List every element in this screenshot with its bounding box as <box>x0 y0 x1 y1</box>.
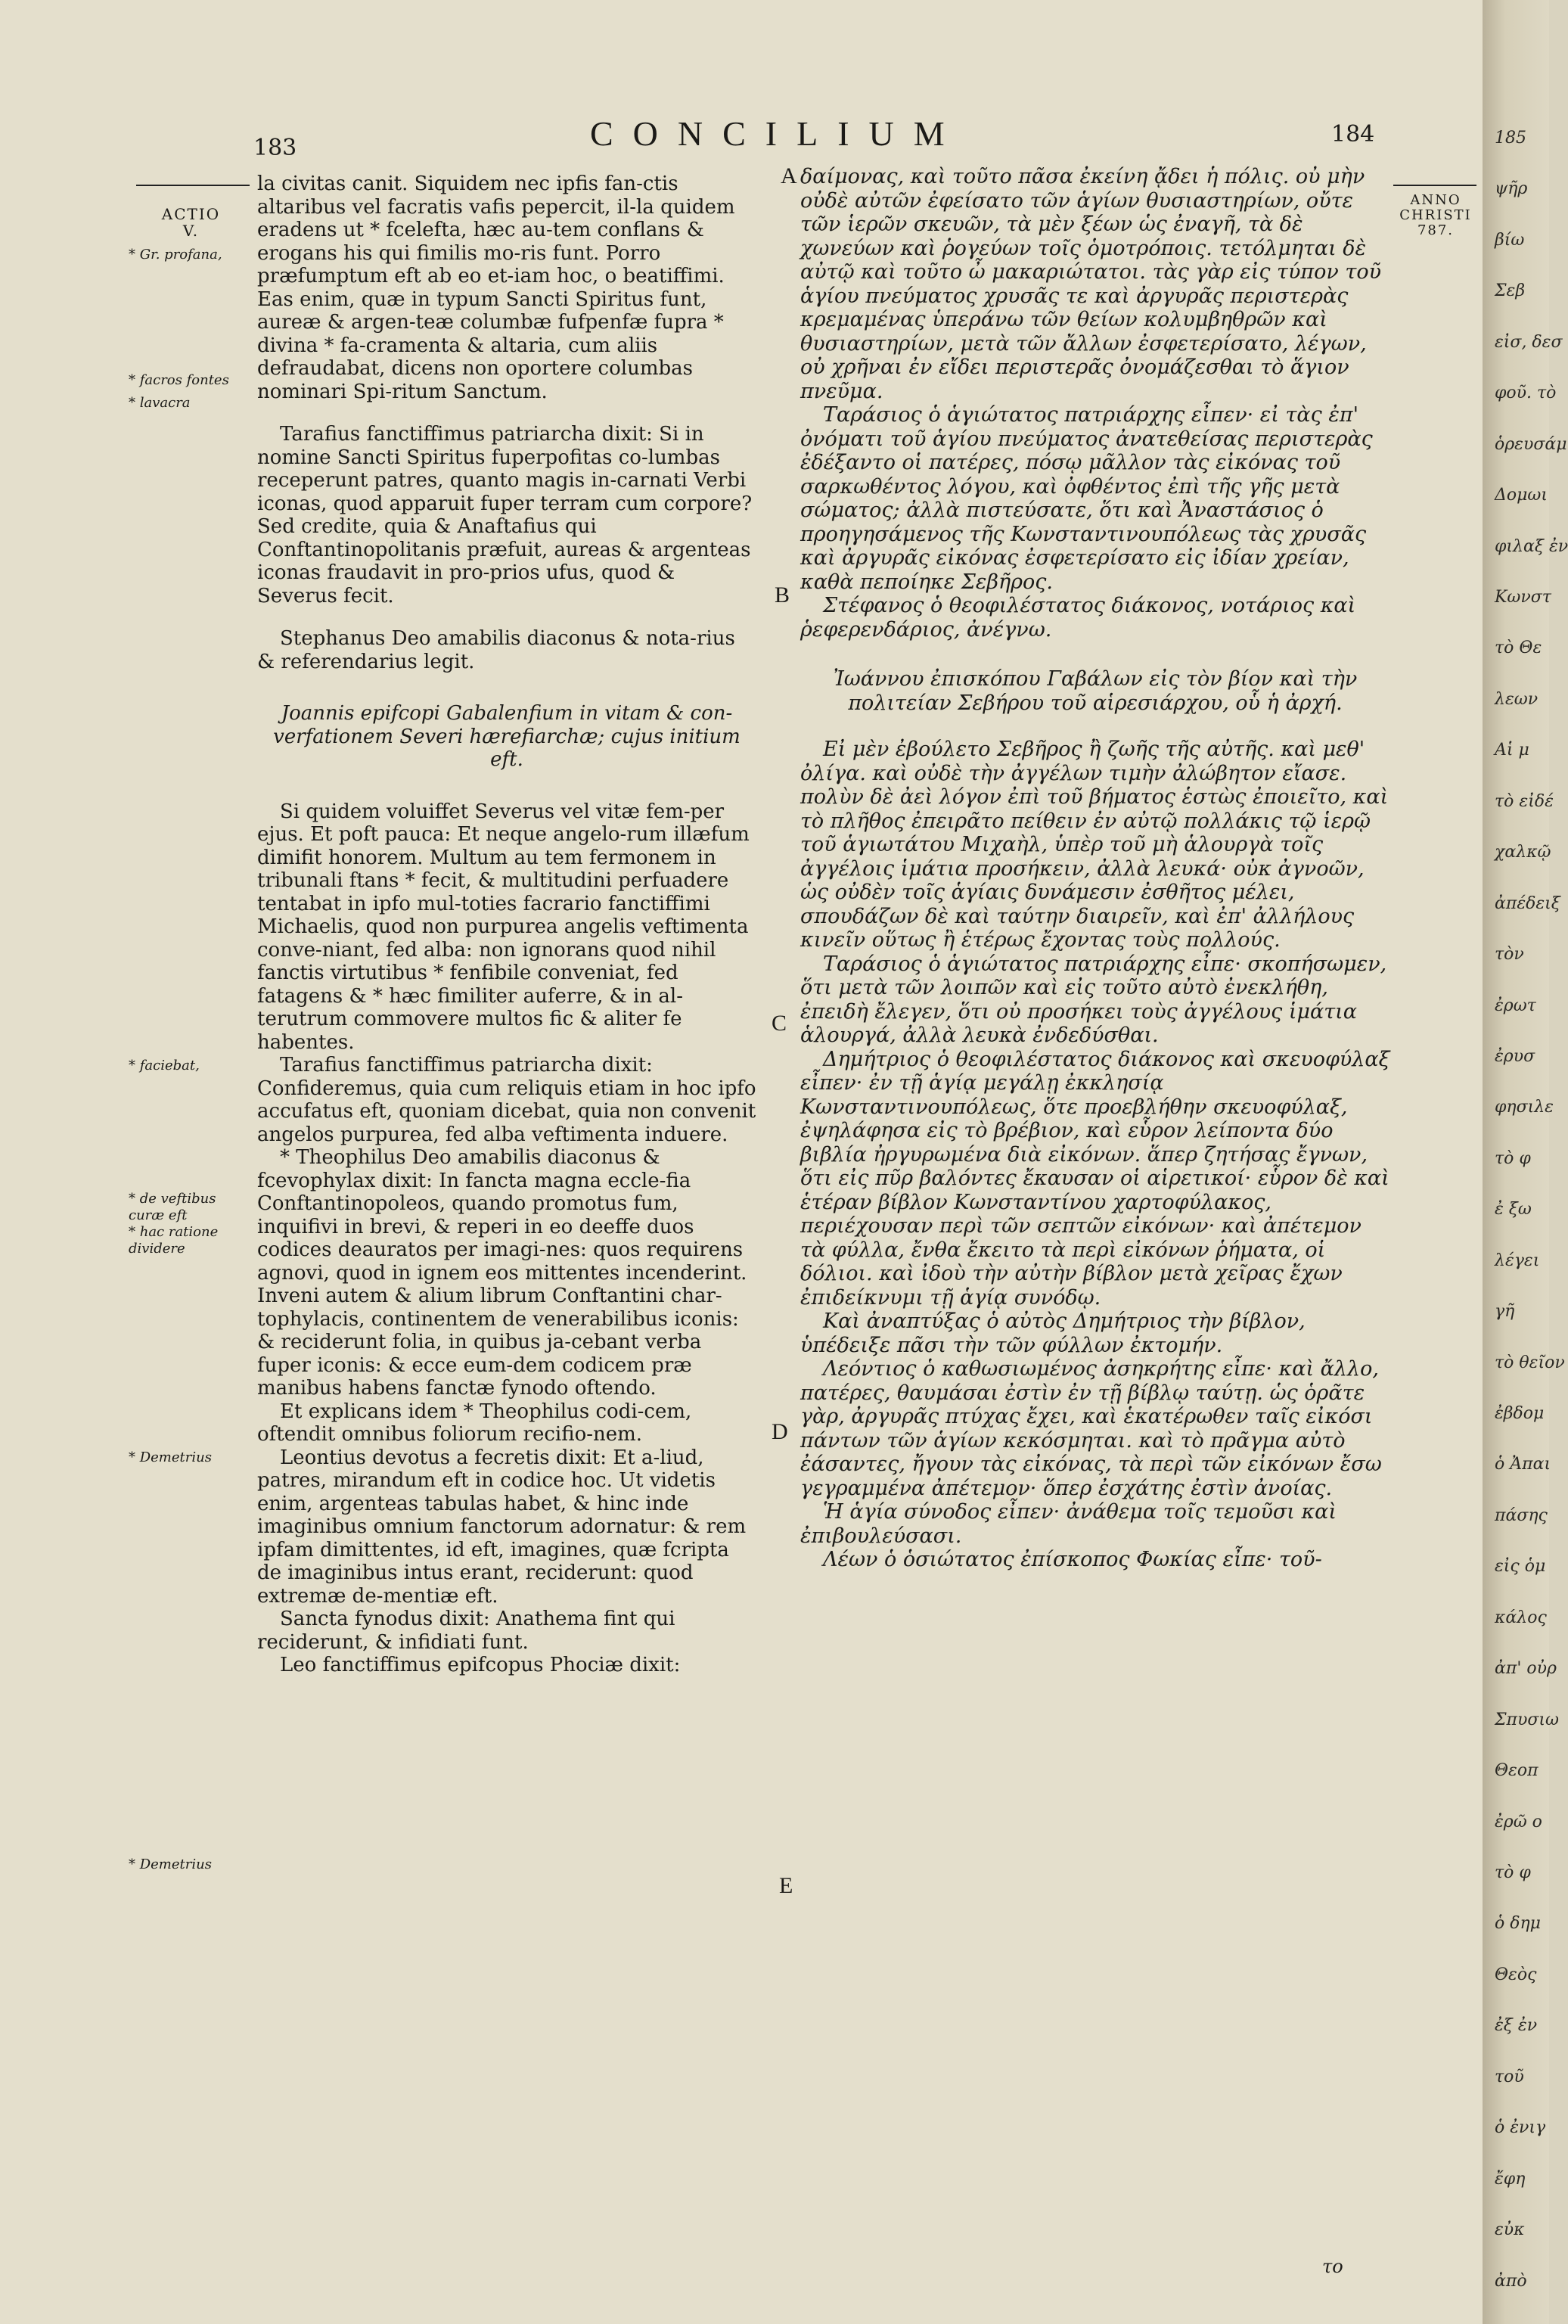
facing-page-fragment: κάλος <box>1495 1608 1547 1627</box>
margin-note: * facros fontes <box>129 372 229 388</box>
left-margin-rule <box>136 185 250 186</box>
latin-paragraph: Leo fanctiffimus epifcopus Phociæ dixit: <box>280 1654 681 1676</box>
running-head <box>0 113 1483 166</box>
facing-page-fragment: Θεοπ <box>1495 1761 1539 1781</box>
facing-page-fragment: ὁ ἐνιγ <box>1495 2118 1546 2138</box>
facing-page-fragment: ὁρευσάμ <box>1495 434 1567 454</box>
latin-paragraph: Et explicans idem * Theophilus codi-cem, oftendit omnibus foliorum recifio-nem. <box>257 1400 692 1446</box>
margin-note: * Demetrius <box>129 1856 212 1872</box>
page-number-right: 184 <box>1331 121 1375 148</box>
facing-page-fragment: ψῆρ <box>1495 179 1528 199</box>
catchword: το <box>1322 2256 1343 2277</box>
greek-paragraph: Δημήτριος ὁ θεοφιλέστατος διάκονος καὶ σκευοφύλαξ εἶπεν· ἐν τῇ ἁγίᾳ μεγάλῃ ἐκκλησίᾳ Κωνσταντινουπόλεως, ὅτε προεβλήθην σκευοφύλαξ, ἐψηλάφησα εἰς τὸ βρέβιον, καὶ εὗρον λείποντα δύο βιβλία ἠργυρωμένα διὰ εἰκόνων. ἅπερ ζητήσας ἔγνων, ὅτι εἰς πῦρ βαλόντες ἔκαυσαν οἱ αἱρετικοί· εὗρον δὲ καὶ ἑτέραν βίβλον Κωνσταντίνου χαρτοφύλακος, περιέχουσαν περὶ τῶν σεπτῶν εἰκόνων· καὶ ἀπέτεμον τὰ φύλλα, ἔνθα ἔκειτο τὰ περὶ εἰκόνων ῥήματα, οἱ δόλιοι. καὶ ἰδοὺ τὴν αὐτὴν βίβλον μετὰ χεῖρας ἔχων ἐπιδείκνυμι τῇ ἁγίᾳ συνόδῳ. <box>800 1047 1390 1310</box>
facing-page-fragment: ἔφη <box>1495 2169 1526 2189</box>
facing-page-fragment: εἰσ, δεσ <box>1495 332 1563 352</box>
facing-page-fragment: Σεβ <box>1495 281 1526 301</box>
anno-christi <box>1398 193 1473 238</box>
greek-paragraph: Λέων ὁ ὁσιώτατος ἐπίσκοπος Φωκίας εἶπε· τοῦ- <box>823 1548 1322 1571</box>
margin-note: * de veftibus curæ eft <box>129 1191 216 1223</box>
facing-page-fragment: ἀπ' οὐρ <box>1495 1659 1557 1679</box>
facing-page-fragment: τὸ εἰδέ <box>1495 791 1554 811</box>
latin-paragraph: Sancta fynodus dixit: Anathema fint qui reciderunt, & infidiati funt. <box>257 1608 675 1654</box>
greek-paragraph: Λεόντιος ὁ καθωσιωμένος ἀσηκρήτης εἶπε· καὶ ἄλλο, πατέρες, θαυμάσαι ἐστὶν ἐν τῇ βίβλῳ ταύτῃ. ὡς ὁρᾶτε γὰρ, ἀργυρᾶς πτύχας ἔχει, καὶ ἑκατέρωθεν ταῖς εἰκόσι πάντων τῶν ἁγίων κεκόσμηται. καὶ τὸ πρᾶγμα αὐτὸ ἐάσαντες, ἤγουν τὰς εἰκόνας, τὰ περὶ τῶν εἰκόνων ἔσω γεγραμμένα ἀπέτεμον· ὅπερ ἐσχάτης ἐστὶν ἀνοίας. <box>800 1357 1382 1500</box>
facing-page-fragment: Αἱ μ <box>1495 741 1529 760</box>
facing-page-fragment: τοῦ <box>1495 2067 1524 2086</box>
facing-page-fragment: τὸ Θε <box>1495 638 1542 658</box>
facing-page-fragment: ἐρυσ <box>1495 1046 1535 1066</box>
section-letter-c: C <box>772 1011 787 1036</box>
facing-page-fragment: ἐβδομ <box>1495 1404 1545 1424</box>
facing-page-fragment: Κωνστ <box>1495 587 1551 607</box>
margin-note: * hac ratione dividere <box>129 1224 219 1257</box>
facing-page-fragment: Δομωι <box>1495 486 1548 505</box>
facing-page-fragment: λεων <box>1495 689 1539 709</box>
facing-page-fragment: ἐρῶ ο <box>1495 1812 1542 1832</box>
latin-paragraph: Stephanus Deo amabilis diaconus & nota-rius & referendarius legit. <box>257 627 735 673</box>
section-letter-a: A <box>781 163 797 188</box>
greek-paragraph: Ταράσιος ὁ ἁγιώτατος πατριάρχης εἶπε· σκοπήσωμεν, ὅτι μετὰ τῶν λοιπῶν καὶ εἰς τοῦτο αὐτὸ ἐνεκλήθη, ἐπειδὴ ἔλεγεν, ὅτι οὐ προσήκει τοὺς ἀγγέλους ἱμάτια ἁλουργά, ἀλλὰ λευκὰ ἐνδεδύσθαι. <box>800 952 1387 1047</box>
actio-number: V. <box>182 222 200 240</box>
section-letter-d: D <box>772 1419 788 1444</box>
margin-note: * Demetrius <box>129 1449 212 1465</box>
facing-page-fragment: ἐξ ἐν <box>1495 2016 1538 2036</box>
facing-page-fragment: τὸ φ <box>1495 1863 1531 1883</box>
section-letter-b: B <box>775 583 790 607</box>
greek-paragraph: Στέφανος ὁ θεοφιλέστατος διάκονος, νοτάριος καὶ ῥεφερενδάριος, ἀνέγνω. <box>800 594 1356 642</box>
greek-paragraph: Εἰ μὲν ἐβούλετο Σεβῆρος ἢ ζωῆς τῆς αὐτῆς. καὶ μεθ' ὀλίγα. καὶ οὐδὲ τὴν ἀγγέλων τιμὴν ἀλώβητον εἴασε. πολὺν δὲ ἀεὶ λόγον ἐπὶ τοῦ βήματος ἑστὼς ἐποιεῖτο, καὶ τὸ πλῆθος ἐπειρᾶτο πείθειν ἐν αὐτῷ πολλάκις τῷ ἱερῷ τοῦ ἁγιωτάτου Μιχαὴλ, ὑπὲρ τοῦ μὴ ἁλουργὰ τοῖς ἀγγέλοις ἱμάτια προσήκειν, ἀλλὰ λευκά· οὐκ ἀγνοῶν, ὡς οὐδὲν τοῖς ἁγίαις δυνάμεσιν ἐσθῆτος μέλει, σπουδάζων δὲ καὶ ταύτην διαιρεῖν, καὶ ἐπ' ἀλλήλους κινεῖν οὕτως ἢ ἑτέρως ἔχοντας τοὺς πολλούς. <box>800 738 1389 952</box>
anno-year: 787. <box>1417 222 1455 238</box>
latin-column <box>257 172 756 1677</box>
actio-text: ACTIO <box>161 205 221 223</box>
greek-paragraph: Ἡ ἁγία σύνοδος εἶπεν· ἀνάθεμα τοῖς τεμοῦσι καὶ ἐπιβουλεύσασι. <box>800 1500 1337 1548</box>
greek-column <box>800 165 1390 1572</box>
facing-page-fragment: ἀπέδειξ <box>1495 893 1560 913</box>
facing-page-fragment: τὸ φ <box>1495 1148 1531 1168</box>
facing-page-fragment: γῆ <box>1495 1302 1515 1322</box>
facing-page-fragment: 185 <box>1495 129 1526 148</box>
facing-page-fragment: λέγει <box>1495 1251 1540 1270</box>
facing-page-fragment: ὁ δημ <box>1495 1914 1541 1934</box>
facing-page-fragment: πάσης <box>1495 1505 1548 1525</box>
margin-note: * lavacra <box>129 395 191 411</box>
facing-page-fragment: φιλαξ ἐν <box>1495 536 1568 556</box>
latin-paragraph: la civitas canit. Siquidem nec ipfis fan-ctis altaribus vel facratis vafis pepercit, il-la quidem eradens ut * fcelefta, hæc au-tem conflans & erogans his qui fimilis mo-ris funt. Porro præfumptum eft ab eo et-iam hoc, o beatiffimi. Eas enim, quæ in typum Sancti Spiritus funt, aureæ & argen-teæ columbæ fufpenfæ fupra * divina * fa-cramenta & altaria, cum aliis defraudabat, dicens non oportere columbas nominari Spi-ritum Sanctum. <box>257 172 735 403</box>
latin-paragraph: Si quidem voluiffet Severus vel vitæ fem-per ejus. Et poft pauca: Et neque angelo-rum illæfum dimifit honorem. Multum au tem fermonem in tribunali ftans * fecit, & multitudini perfuadere tentabat in ipfo mul-toties facrario fanctiffimi Michaelis, quod non purpurea angelis veftimenta conve-niant, fed alba: non ignorans quod nihil fanctis virtutibus * fenfibile conveniat, fed fatagens & * hæc fimiliter auferre, & in al-terutrum commovere multos fic & aliter fe habentes. <box>257 800 750 1054</box>
page-title: CONCILIUM <box>590 114 964 153</box>
facing-page-fragment: ἀπὸ <box>1495 2271 1527 2291</box>
facing-page-edge <box>1483 0 1568 2324</box>
latin-paragraph: Tarafius fanctiffimus patriarcha dixit: Confideremus, quia cum reliquis etiam in hoc ipfo accufatus eft, quoniam dicebat, quia non convenit angelos purpurea, fed alba veftimenta induere. <box>257 1054 756 1146</box>
latin-section-heading: Joannis epifcopi Gabalenfium in vitam & con-verfationem Severi hærefiarchæ; cujus initium eft. <box>273 702 741 771</box>
right-margin-rule <box>1393 185 1476 186</box>
facing-page-fragment: τὸ θεῖον <box>1495 1353 1565 1372</box>
facing-page-fragment: ἐρωτ <box>1495 996 1536 1015</box>
greek-section-heading: Ἰωάννου ἐπισκόπου Γαβάλων εἰς τὸν βίον καὶ τὴν πολιτείαν Σεβήρου τοῦ αἱρεσιάρχου, οὗ ἡ ἀρχή. <box>833 667 1358 715</box>
greek-paragraph: δαίμονας, καὶ τοῦτο πᾶσα ἐκείνη ᾄδει ἡ πόλις. οὐ μὴν οὐδὲ αὐτῶν ἐφείσατο τῶν ἁγίων θυσιαστηρίων, οὔτε τῶν ἱερῶν σκευῶν, τὰ μὲν ξέων ὡς ἐναγῆ, τὰ δὲ χωνεύων καὶ ῥογεύων τοῖς ὁμοτρόποις. τετόλμηται δὲ αὐτῷ καὶ τοῦτο ὦ μακαριώτατοι. τὰς γὰρ εἰς τύπον τοῦ ἁγίου πνεύματος χρυσᾶς τε καὶ ἀργυρᾶς περιστερὰς κρεμαμένας ὑπεράνω τῶν θείων κολυμβηθρῶν καὶ θυσιαστηρίων, μετὰ τῶν ἄλλων ἐσφετερίσατο, λέγων, οὐ χρῆναι ἐν εἴδει περιστερᾶς ὀνομάζεσθαι τὸ ἅγιον πνεῦμα. <box>800 165 1382 403</box>
facing-page-fragment: βίω <box>1495 230 1525 250</box>
facing-page-fragment: Θεὸς <box>1495 1965 1537 1984</box>
facing-page-fragment: ὁ Ἀπαι <box>1495 1455 1551 1474</box>
greek-paragraph: Ταράσιος ὁ ἁγιώτατος πατριάρχης εἶπεν· εἰ τὰς ἐπ' ὀνόματι τοῦ ἁγίου πνεύματος ἀνατεθείσας περιστερὰς ἐδέξαντο οἱ πατέρες, πόσῳ μᾶλλον τὰς εἰκόνας τοῦ σαρκωθέντος λόγου, καὶ ὀφθέντος ἐπὶ τῆς γῆς μετὰ σώματος; ἀλλὰ πιστεύσατε, ὅτι καὶ Ἀναστάσιος ὁ προηγησάμενος τῆς Κωνσταντινουπόλεως τὰς χρυσᾶς καὶ ἀργυρᾶς εἰκόνας ἐσφετερίσατο εἰς ἰδίαν χρείαν, καθὰ πεποίηκε Σεβῆρος. <box>800 403 1373 594</box>
page-number-left: 183 <box>253 135 297 161</box>
actio-label <box>129 206 253 239</box>
facing-page-fragment: φησιλε <box>1495 1098 1554 1117</box>
facing-page-fragment: ἐ ξω <box>1495 1200 1532 1219</box>
margin-note: * faciebat, <box>129 1058 200 1073</box>
facing-page-fragment: τὸν <box>1495 945 1524 965</box>
latin-paragraph: * Theophilus Deo amabilis diaconus & fcevophylax dixit: In fancta magna eccle-fia Conftantinopoleos, quando promotus fum, inquifivi in brevi, & reperi in eo deeffe duos codices deauratos per imagi-nes: quos requirens agnovi, quod in ignem eos mittentes incenderint. Inveni autem & alium librum Conftantini char-tophylacis, continentem de venerabilibus iconis: & reciderunt folia, in quibus ja-cebant verba fuper iconis: & ecce eum-dem codicem præ manibus habens fanctæ fynodo oftendo. <box>257 1146 747 1400</box>
facing-page-fragment: φοῦ. τὸ <box>1495 384 1557 403</box>
margin-note: * Gr. profana, <box>129 247 222 263</box>
facing-page-fragment: χαλκῷ <box>1495 843 1551 862</box>
facing-page-fragment: εὐκ <box>1495 2220 1525 2240</box>
facing-page-fragment: εἰς ὁμ <box>1495 1557 1546 1577</box>
facing-page-fragment: Σπυσιω <box>1495 1710 1559 1729</box>
anno-label: ANNO CHRISTI <box>1399 192 1472 223</box>
latin-paragraph: Tarafius fanctiffimus patriarcha dixit: Si in nomine Sancti Spiritus fuperpofitas co-lumbas receperunt patres, quanto magis in-carnati Verbi iconas, quod apparuit fuper terram cum corpore? Sed credite, quia & Anaftafius qui Conftantinopolitanis præfuit, aureas & argenteas iconas fraudavit in pro-prios ufus, quod & Severus fecit. <box>257 423 753 607</box>
latin-paragraph: Leontius devotus a fecretis dixit: Et a-liud, patres, mirandum eft in codice hoc. Ut videtis enim, argenteas tabulas habet, & hinc inde imaginibus omnium fanctorum adornatur: & rem ipfam dimittentes, id eft, imagines, quæ fcripta de imaginibus intus erant, reciderunt: quod extremæ de-mentiæ eft. <box>257 1446 747 1608</box>
greek-paragraph: Καὶ ἀναπτύξας ὁ αὐτὸς Δημήτριος τὴν βίβλον, ὑπέδειξε πᾶσι τὴν τῶν φύλλων ἐκτομήν. <box>800 1310 1306 1357</box>
section-letter-e: E <box>779 1873 793 1898</box>
